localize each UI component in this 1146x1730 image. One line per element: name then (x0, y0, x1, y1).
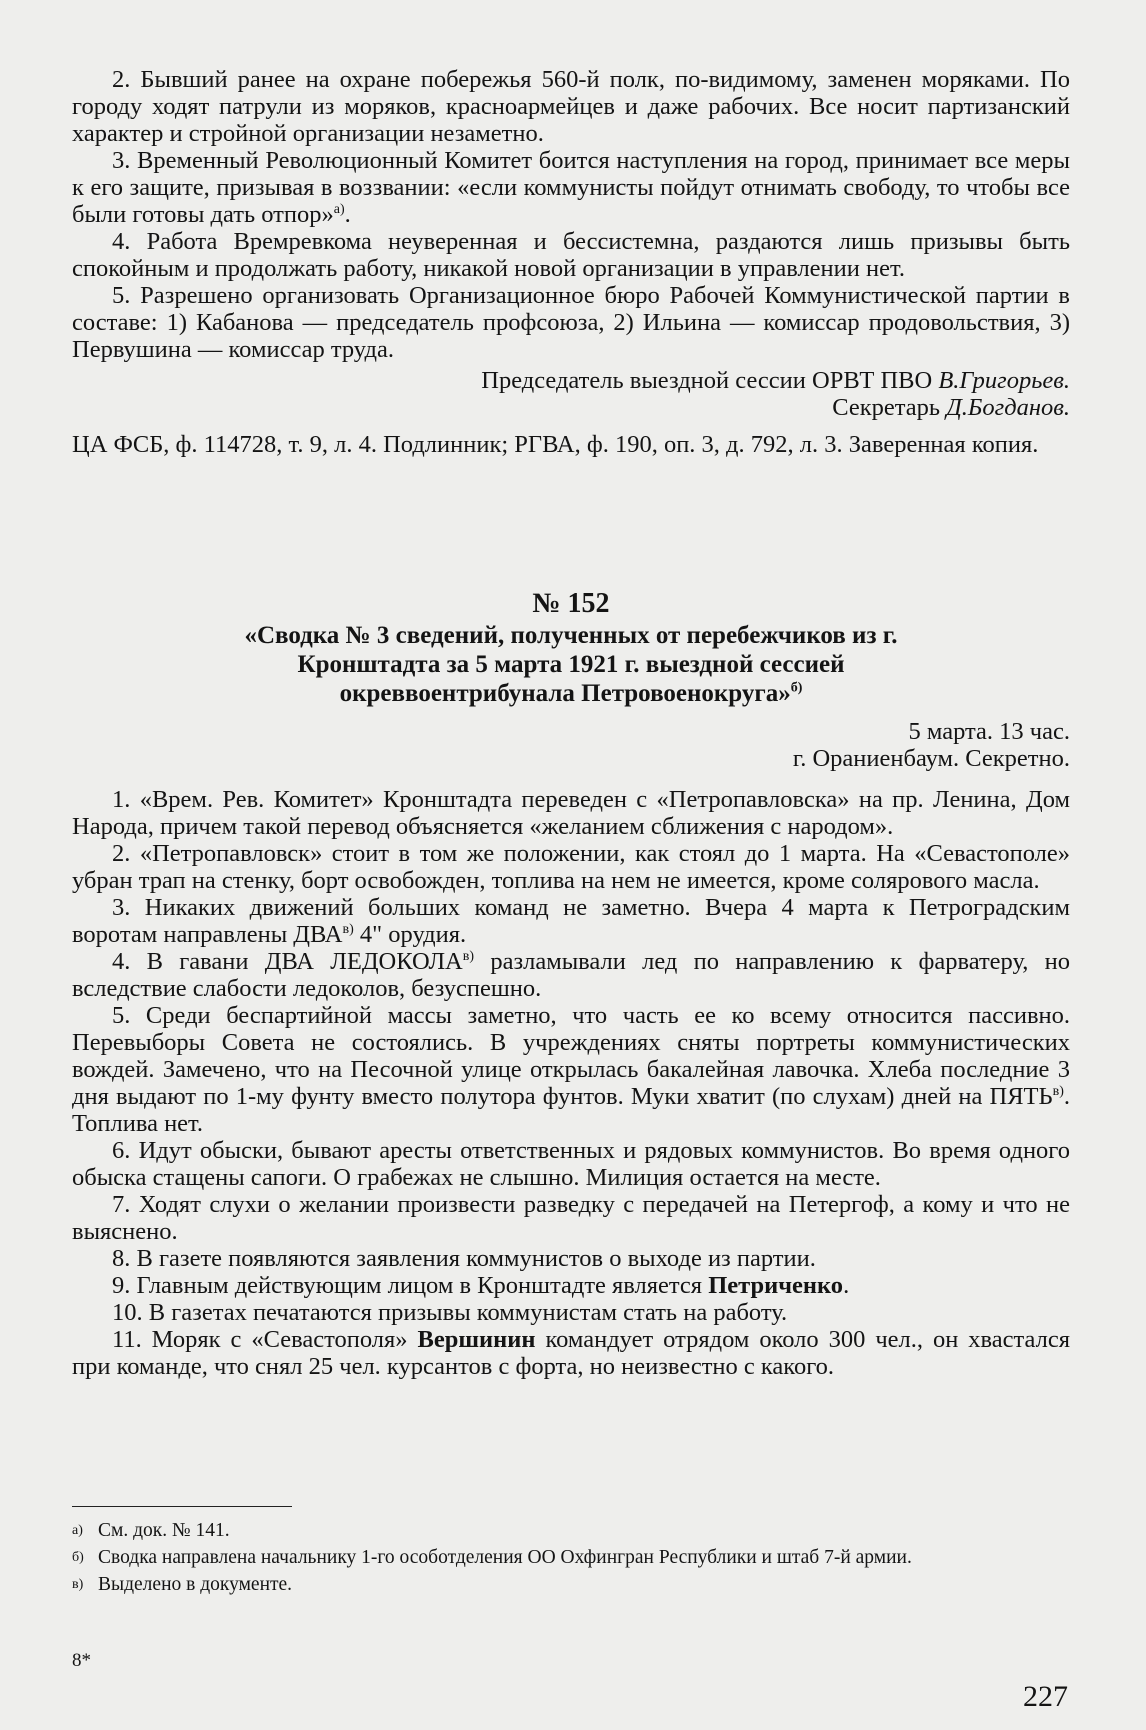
previous-document-continuation (72, 66, 1070, 458)
footnote-divider (72, 1506, 292, 1507)
footnote-ref-b: б) (790, 680, 803, 696)
item-1: 1. «Врем. Рев. Комитет» Кронштадта переведен с «Петропавловска» на пр. Ленина, Дом Народа, причем такой перевод объясняется «желанием сближения с народом». (72, 786, 1070, 840)
page-number: 227 (1023, 1680, 1068, 1713)
paragraph-5: 5. Разрешено организовать Организационное бюро Рабочей Коммунистической партии в составе: 1) Кабанова — председатель профсоюза, 2) Ильина — комиссар продовольствия, 3) Первушина — комиссар труда. (72, 282, 1070, 363)
place-line: г. Ораниенбаум. Секретно. (792, 745, 1070, 772)
item-6: 6. Идут обыски, бывают аресты ответственных и рядовых коммунистов. Во время одного обыска стащены сапоги. О грабежах не слышно. Милиция остается на месте. (72, 1137, 1070, 1191)
item-4: 4. В гавани ДВА $ЛЕДОКОЛА^{в)}$ разламывали лед по направлению к фарватеру, но вследствие слабости ледоколов, безуспешно. (72, 948, 1071, 1002)
item-8: 8. В газете появляются заявления коммунистов о выходе из партии. (112, 1245, 816, 1272)
paragraph-3: 3. Временный Революционный Комитет боится наступления на город, принимает все меры к его защите, призывая в воззвании: «если коммунисты пойдут отнимать свободу, то чтобы все были готовы дать отпор»$^{а)}$. (72, 147, 1070, 228)
item-2: 2. «Петропавловск» стоит в том же положении, как стоял до 1 марта. На «Севастополе» убран трап на стенку, борт освобожден, топлива на нем не имеется, кроме солярового масла. (72, 840, 1070, 894)
signature-chairman: Председатель выездной сессии ОРВТ ПВО В.Григорьев. (481, 367, 1070, 394)
document-152 (72, 590, 1070, 1380)
footnote-a: а) См. док. № 141. (72, 1520, 230, 1541)
signature-secretary: Секретарь Д.Богданов. (832, 394, 1070, 421)
paragraph-4: 4. Работа Времревкома неуверенная и бессистемна, раздаются лишь призывы быть спокойным и продолжать работу, никакой новой организации в управлении нет. (72, 228, 1070, 282)
footnotes (72, 1520, 1070, 1601)
footnote-b: б) Сводка направлена начальнику 1-го особотделения ОО Охфингран Республики и штаб 7-й армии. (72, 1547, 912, 1568)
item-10: 10. В газетах печатаются призывы коммунистам стать на работу. (112, 1299, 788, 1326)
archive-source: ЦА ФСБ, ф. 114728, т. 9, л. 4. Подлинник; РГВА, ф. 190, оп. 3, д. 792, л. 3. Заверенная копия. (72, 431, 1039, 458)
item-5: 5. Среди беспартийной массы заметно, что часть ее ко всему относится пассивно. Перевыборы Совета не состоялись. В учреждениях сняты портреты коммунистических вождей. Замечено, что на Песочной улице открылась бакалейная лавочка. Хлеба последние 3 дня выдают по 1-му фунту вместо полутора фунтов. Муки хватит (по слухам) дней на $ПЯТЬ^{в)}$. Топлива нет. (72, 1002, 1070, 1137)
date-line: 5 марта. 13 час. (908, 718, 1070, 745)
document-title: «Сводка № 3 сведений, полученных от перебежчиков из г. Кронштадта за 5 марта 1921 г. выездной сессией окреввоентрибунала Петровоенокруга»$^{б)}$ (244, 622, 898, 707)
item-7: 7. Ходят слухи о желании произвести разведку с передачей на Петергоф, а кому и что не выяснено. (72, 1191, 1070, 1245)
footnote-v: в) Выделено в документе. (72, 1574, 293, 1595)
footnote-ref-a: а) (333, 201, 345, 217)
document-number: № 152 (532, 588, 610, 619)
paragraph-2: 2. Бывший ранее на охране побережья 560-й полк, по-видимому, заменен моряками. По городу ходят патрули из моряков, красноармейцев и даже рабочих. Все носит партизанский характер и стройной организации незаметно. (72, 66, 1070, 147)
printer-signature-mark: 8* (72, 1650, 91, 1671)
item-9: 9. Главным действующим лицом в Кронштадте является Петриченко. (112, 1272, 850, 1299)
item-3: 3. Никаких движений больших команд не заметно. Вчера 4 марта к Петроградским воротам направлены $ДВА^{в)}$ 4" орудия. (72, 894, 1070, 948)
item-11: 11. Моряк с «Севастополя» Вершинин командует отрядом около 300 чел., он хвастался при команде, что снял 25 чел. курсантов с форта, но неизвестно с какого. (72, 1326, 1070, 1380)
